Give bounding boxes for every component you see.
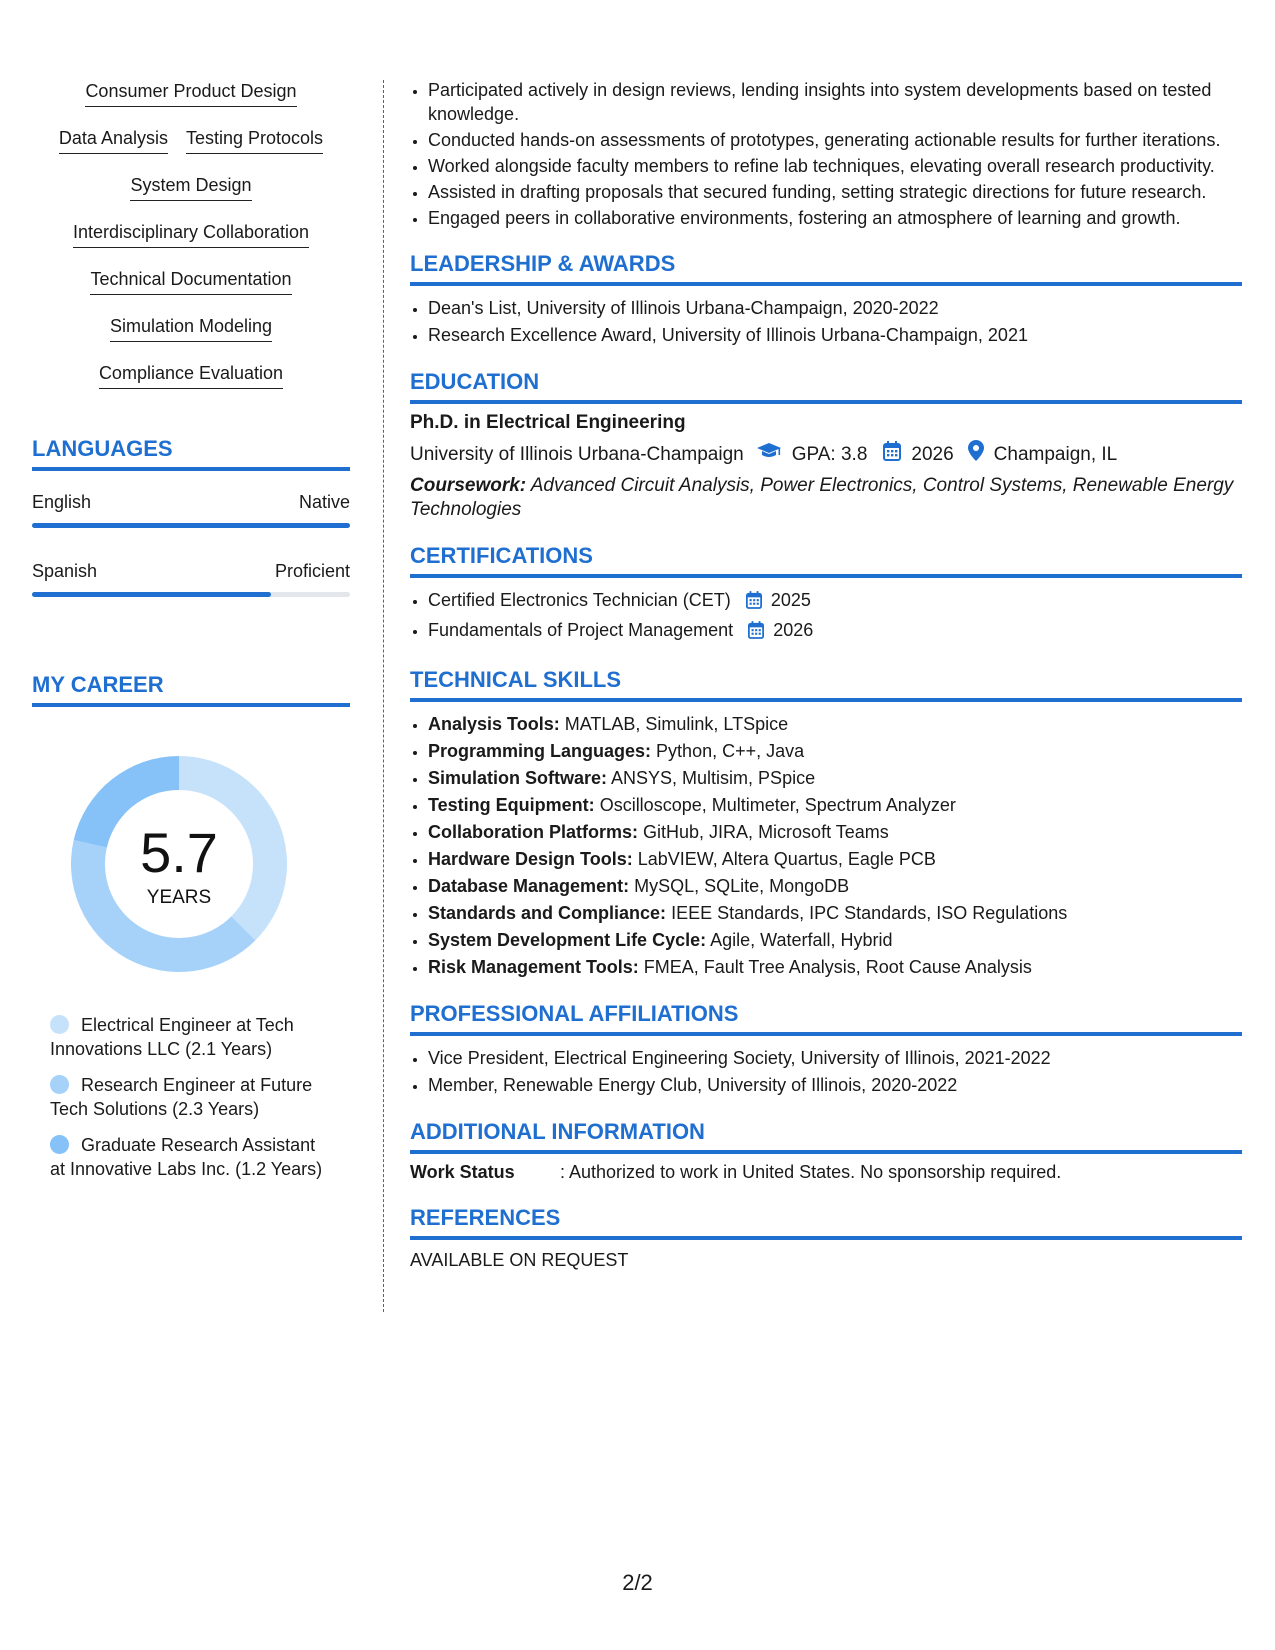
section-rule xyxy=(32,703,350,707)
section-title: MY CAREER xyxy=(32,672,164,697)
work-status-value: : Authorized to work in United States. No sponsorship required. xyxy=(560,1162,1062,1182)
column-divider xyxy=(383,80,384,1312)
skill-tag: Simulation Modeling xyxy=(110,315,272,342)
skill-values: IEEE Standards, IPC Standards, ISO Regulations xyxy=(671,903,1068,923)
skill-category: Testing Equipment: xyxy=(428,795,595,815)
calendar-icon xyxy=(746,591,762,616)
skill-category: Database Management: xyxy=(428,876,630,896)
section-rule xyxy=(410,1150,1242,1154)
experience-bullet: • Engaged peers in collaborative environments, fostering an atmosphere of learning and growth. xyxy=(428,206,1242,230)
school-location: Champaign, IL xyxy=(993,443,1118,465)
skill-values: FMEA, Fault Tree Analysis, Root Cause Analysis xyxy=(643,957,1032,977)
career-legend xyxy=(50,1013,330,1181)
language-level: Proficient xyxy=(274,561,350,581)
certification-name: Certified Electronics Technician (CET) xyxy=(428,590,731,610)
skill-tags xyxy=(32,174,350,201)
section-rule xyxy=(32,467,350,471)
skill-tag: System Design xyxy=(130,174,251,201)
technical-skill-item xyxy=(428,928,1242,953)
section-title: REFERENCES xyxy=(410,1205,561,1230)
technical-skill-item xyxy=(428,820,1242,845)
skill-tags xyxy=(32,362,350,389)
skill-values: MySQL, SQLite, MongoDB xyxy=(634,876,850,896)
sidebar xyxy=(32,80,350,1193)
technical-skill-item xyxy=(428,739,1242,764)
section-title: LEADERSHIP & AWARDS xyxy=(410,251,676,276)
section-rule xyxy=(410,698,1242,702)
coursework-label: Coursework: xyxy=(410,475,527,496)
language-item xyxy=(32,491,350,528)
career-legend-item xyxy=(50,1073,330,1121)
coursework xyxy=(410,474,1242,522)
skill-values: Agile, Waterfall, Hybrid xyxy=(710,930,893,950)
section-rule xyxy=(410,1032,1242,1036)
references-heading xyxy=(410,1204,1242,1240)
skill-tags xyxy=(32,127,350,154)
skill-tag: Compliance Evaluation xyxy=(99,362,283,389)
skill-tag: Technical Documentation xyxy=(90,268,291,295)
skill-values: Oscilloscope, Multimeter, Spectrum Analyzer xyxy=(599,795,956,815)
skill-category: Risk Management Tools: xyxy=(428,957,639,977)
experience-bullet: • Assisted in drafting proposals that secured funding, setting strategic directions for future research. xyxy=(428,180,1242,204)
language-name: Spanish xyxy=(32,561,98,581)
language-level: Native xyxy=(298,492,350,512)
work-status-row xyxy=(410,1160,1242,1184)
school-name: University of Illinois Urbana-Champaign xyxy=(410,443,744,465)
career-legend-label: Electrical Engineer at Tech Innovations LLC (2.1 Years) xyxy=(50,1015,294,1059)
skill-category: Collaboration Platforms: xyxy=(428,822,639,842)
references-text: AVAILABLE ON REQUEST xyxy=(410,1250,629,1270)
technical-skill-item xyxy=(428,901,1242,926)
section-title: LANGUAGES xyxy=(32,436,173,461)
section-rule xyxy=(410,1236,1242,1240)
skill-tag: Data Analysis xyxy=(59,127,168,154)
skill-values: GitHub, JIRA, Microsoft Teams xyxy=(643,822,889,842)
skill-category: Analysis Tools: xyxy=(428,714,560,734)
language-bar xyxy=(32,523,350,528)
skill-tag: Consumer Product Design xyxy=(85,80,296,107)
affiliations-list xyxy=(410,1046,1242,1098)
language-bar-fill xyxy=(32,523,350,528)
legend-dot xyxy=(50,1135,69,1154)
section-title: TECHNICAL SKILLS xyxy=(410,667,622,692)
certification-year: 2026 xyxy=(773,620,814,640)
skill-tags xyxy=(32,80,350,107)
legend-dot xyxy=(50,1015,69,1034)
section-title: ADDITIONAL INFORMATION xyxy=(410,1119,705,1144)
career-total: 5.7 xyxy=(140,821,218,884)
page-number: 2/2 xyxy=(622,1570,653,1595)
location-pin-icon xyxy=(968,440,984,469)
experience-bullet: • Conducted hands-on assessments of prototypes, generating actionable results for further iterations. xyxy=(428,128,1242,152)
language-bar-fill xyxy=(32,592,271,597)
certifications-heading xyxy=(410,542,1242,578)
degree-title: Ph.D. in Electrical Engineering xyxy=(410,412,686,433)
career-legend-label: Graduate Research Assistant at Innovative Labs Inc. (1.2 Years) xyxy=(50,1135,323,1179)
certifications-list xyxy=(410,588,1242,646)
list-item: • Member, Renewable Energy Club, University of Illinois, 2020-2022 xyxy=(428,1073,1242,1098)
affiliations-heading xyxy=(410,1000,1242,1036)
skill-tags xyxy=(32,315,350,342)
skill-values: LabVIEW, Altera Quartus, Eagle PCB xyxy=(637,849,936,869)
career-legend-item xyxy=(50,1133,330,1181)
education-heading xyxy=(410,368,1242,404)
skill-values: MATLAB, Simulink, LTSpice xyxy=(564,714,789,734)
career-heading xyxy=(32,671,350,707)
skill-category: Simulation Software: xyxy=(428,768,608,788)
section-rule xyxy=(410,282,1242,286)
section-title: PROFESSIONAL AFFILIATIONS xyxy=(410,1001,739,1026)
skill-category: Programming Languages: xyxy=(428,741,652,761)
calendar-icon xyxy=(748,621,764,646)
leadership-heading xyxy=(410,250,1242,286)
skill-category: Hardware Design Tools: xyxy=(428,849,633,869)
calendar-icon xyxy=(883,441,901,469)
legend-dot xyxy=(50,1075,69,1094)
technical-skills-heading xyxy=(410,666,1242,702)
career-legend-label: Research Engineer at Future Tech Solutions (2.3 Years) xyxy=(50,1075,313,1119)
technical-skill-item xyxy=(428,874,1242,899)
experience-bullet: • Worked alongside faculty members to refine lab techniques, elevating overall research productivity. xyxy=(428,154,1242,178)
list-item: • Dean's List, University of Illinois Urbana-Champaign, 2020-2022 xyxy=(428,296,1242,321)
career-unit: YEARS xyxy=(146,887,212,908)
coursework-list: Advanced Circuit Analysis, Power Electronics, Control Systems, Renewable Energy Technologies xyxy=(410,475,1234,520)
list-item: • Vice President, Electrical Engineering Society, University of Illinois, 2021-2022 xyxy=(428,1046,1242,1071)
technical-skill-item xyxy=(428,793,1242,818)
language-bar xyxy=(32,592,350,597)
career-donut xyxy=(66,751,292,977)
skill-values: ANSYS, Multisim, PSpice xyxy=(611,768,816,788)
language-item xyxy=(32,560,350,597)
technical-skill-item xyxy=(428,766,1242,791)
certification-name: Fundamentals of Project Management xyxy=(428,620,734,640)
education-details xyxy=(410,440,1242,469)
experience-bullets xyxy=(410,78,1242,230)
certification-item xyxy=(428,618,1242,646)
section-rule xyxy=(410,574,1242,578)
graduation-cap-icon xyxy=(756,442,782,468)
gpa: GPA: 3.8 xyxy=(791,443,868,465)
career-legend-item xyxy=(50,1013,330,1061)
work-status-label: Work Status xyxy=(410,1162,515,1182)
leadership-list xyxy=(410,296,1242,348)
section-title: EDUCATION xyxy=(410,369,540,394)
skill-tag: Interdisciplinary Collaboration xyxy=(73,221,309,248)
technical-skill-item xyxy=(428,955,1242,980)
list-item: • Research Excellence Award, University of Illinois Urbana-Champaign, 2021 xyxy=(428,323,1242,348)
section-title: CERTIFICATIONS xyxy=(410,543,593,568)
skill-category: System Development Life Cycle: xyxy=(428,930,707,950)
graduation-year: 2026 xyxy=(911,443,954,465)
section-rule xyxy=(410,400,1242,404)
skill-category: Standards and Compliance: xyxy=(428,903,667,923)
skill-tags xyxy=(32,268,350,295)
technical-skill-item xyxy=(428,712,1242,737)
skill-tag: Testing Protocols xyxy=(186,127,323,154)
main-column xyxy=(410,78,1242,1272)
language-name: English xyxy=(32,492,92,512)
technical-skill-item xyxy=(428,847,1242,872)
certification-year: 2025 xyxy=(770,590,811,610)
additional-info-heading xyxy=(410,1118,1242,1154)
technical-skills-list xyxy=(410,712,1242,980)
experience-bullet: • Participated actively in design reviews, lending insights into system developments based on tested knowledge. xyxy=(428,78,1242,126)
languages-heading xyxy=(32,435,350,471)
skill-values: Python, C++, Java xyxy=(656,741,805,761)
certification-item xyxy=(428,588,1242,616)
skill-tags xyxy=(32,221,350,248)
